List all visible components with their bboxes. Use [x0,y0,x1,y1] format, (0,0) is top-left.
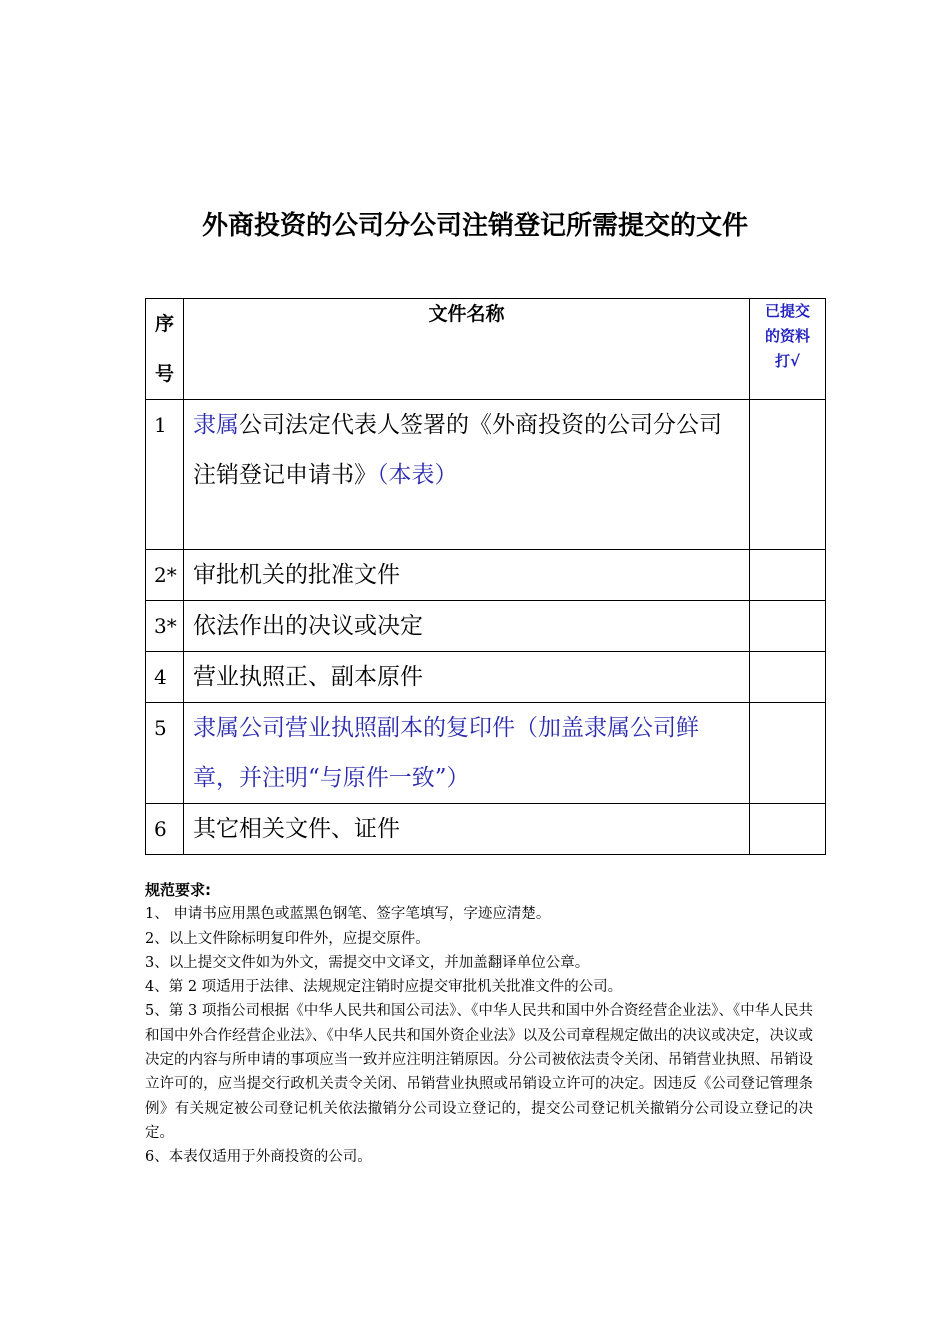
header-check-line3: 打√ [774,352,800,370]
row-document-name: 隶属公司营业执照副本的复印件（加盖隶属公司鲜章，并注明“与原件一致”） [184,703,750,804]
row-check-cell[interactable] [750,703,826,804]
row-name-text: 公司法定代表人签署的《外商投资的公司分公司注销登记申请书》 [193,412,722,488]
header-serial-line2: 号 [154,363,174,385]
row-document-name: 营业执照正、副本原件 [184,652,750,703]
row-document-name [184,400,750,550]
notes-heading: 规范要求: [145,881,211,899]
note-item: 1、 申请书应用黑色或蓝黑色钢笔、签字笔填写，字迹应清楚。 [145,906,551,923]
row-number: 3* [146,601,184,652]
table-row [146,400,826,550]
row-number: 4 [146,652,184,703]
header-serial-line1: 序 [154,313,174,335]
row-document-name: 依法作出的决议或决定 [184,601,750,652]
row-number: 5 [146,703,184,804]
note-item: 5、第 3 项指公司根据《中华人民共和国公司法》、《中华人民共和国中外合资经营企业法》、《中华人民共和国中外合作经营企业法》、《中华人民共和国外资企业法》以及公司章程规定做出的决议或决定，决议或决定的内容与所申请的事项应当一致并应注明注销原因。分公司被依法责令关闭、吊销营业执照、吊销设立许可的，应当提交行政机关责令关闭、吊销营业执照或吊销设立许可的决定。因违反《公司登记管理条例》有关规定被公司登记机关依法撤销分公司设立登记的，提交公司登记机关撤销分公司设立登记的决定。 [145,1003,813,1141]
row-check-cell[interactable] [750,400,826,550]
row-number: 2* [146,550,184,601]
table-row [146,804,826,855]
table-row [146,703,826,804]
row-name-blue-prefix: 隶属 [193,412,239,438]
table-header-row [146,299,826,400]
table-row [146,601,826,652]
header-check-line2: 的资料 [764,327,810,345]
note-item: 2、以上文件除标明复印件外，应提交原件。 [145,930,430,947]
row-number: 1 [146,400,184,550]
note-item: 3、以上提交文件如为外文，需提交中文译文，并加盖翻译单位公章。 [145,954,590,971]
row-check-cell[interactable] [750,804,826,855]
note-item: 4、第 2 项适用于法律、法规规定注销时应提交审批机关批准文件的公司。 [145,979,623,996]
header-submitted-check [750,299,826,400]
row-check-cell[interactable] [750,550,826,601]
header-check-line1: 已提交 [764,302,810,320]
requirements-notes [145,878,813,1170]
row-number: 6 [146,804,184,855]
page-title: 外商投资的公司分公司注销登记所需提交的文件 [201,211,748,241]
row-check-cell[interactable] [750,652,826,703]
row-name-blue-suffix: （本表） [377,462,458,488]
row-document-name: 审批机关的批准文件 [184,550,750,601]
header-document-name: 文件名称 [184,299,750,400]
table-row [146,652,826,703]
note-item: 6、本表仅适用于外商投资的公司。 [145,1149,372,1166]
row-check-cell[interactable] [750,601,826,652]
header-serial-number [146,299,184,400]
documents-table [145,298,826,855]
row-document-name: 其它相关文件、证件 [184,804,750,855]
table-row [146,550,826,601]
